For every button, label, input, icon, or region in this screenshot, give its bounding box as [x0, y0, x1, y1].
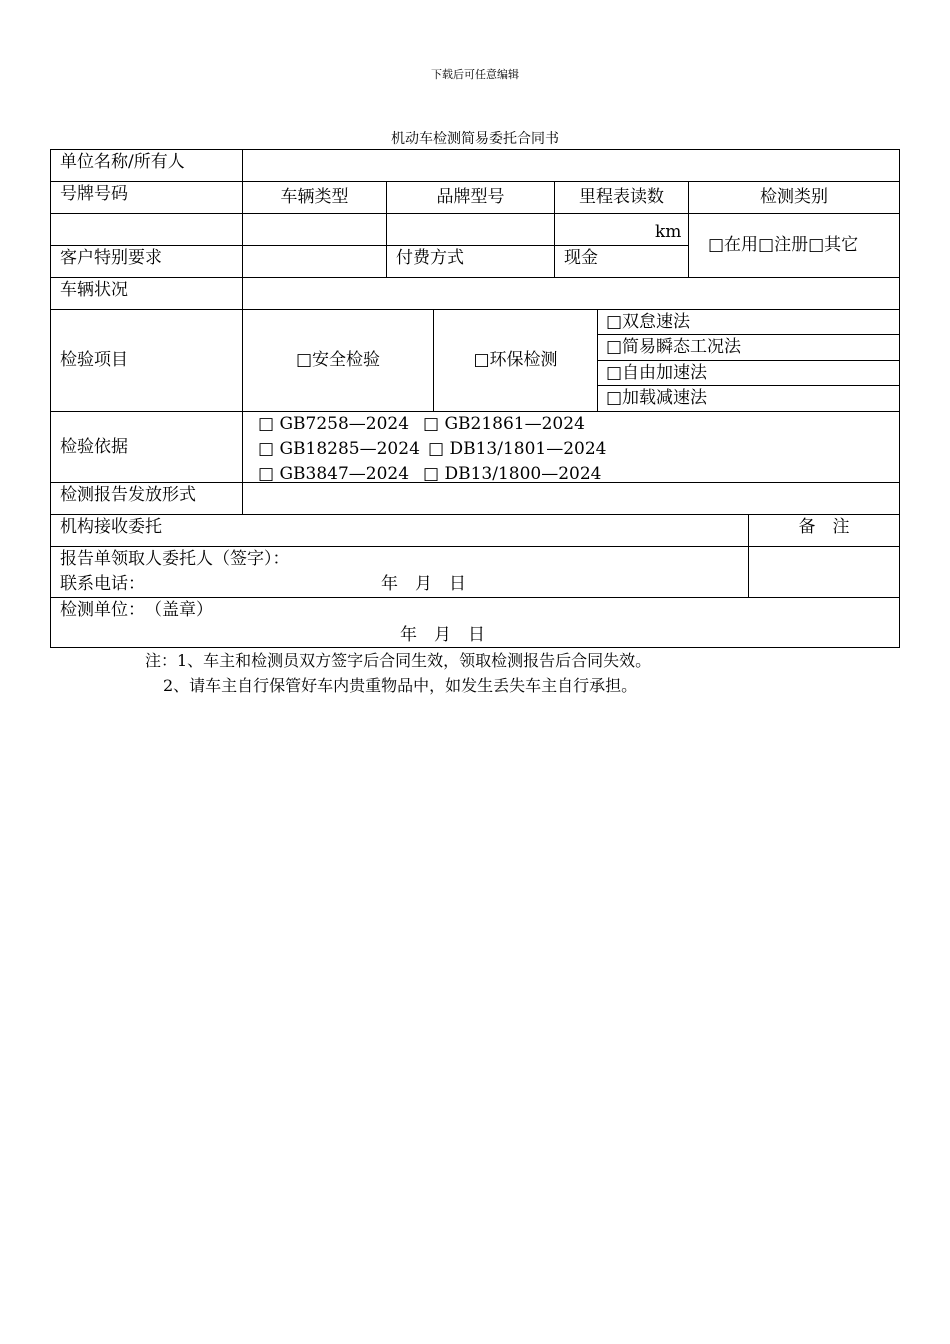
inspection-basis-label: 检验依据 [60, 437, 128, 457]
download-note: 下载后可任意编辑 [431, 68, 519, 81]
method-option[interactable]: □简易瞬态工况法 [606, 337, 742, 357]
table-rule [50, 597, 900, 598]
table-rule [50, 213, 900, 214]
plate-label: 号牌号码 [60, 184, 128, 204]
table-rule [597, 334, 900, 335]
table-rule [899, 149, 900, 648]
note-line: 2、请车主自行保管好车内贵重物品中，如发生丢失车主自行承担。 [163, 676, 638, 695]
date-field: 年 月 日 [381, 574, 466, 594]
odometer-header: 里程表读数 [579, 187, 664, 207]
vehicle-type-header: 车辆类型 [280, 187, 349, 207]
report-form-label: 检测报告发放形式 [60, 485, 196, 505]
table-rule [50, 514, 900, 515]
table-rule [50, 149, 51, 648]
table-rule [50, 181, 900, 182]
table-rule [597, 360, 900, 361]
table-rule [50, 546, 900, 547]
standard-option[interactable]: □ DB13/1801—2024 [428, 439, 607, 459]
method-option[interactable]: □双怠速法 [606, 312, 691, 332]
table-rule [50, 245, 689, 246]
brand-model-header: 品牌型号 [436, 187, 505, 207]
standard-option[interactable]: □ GB3847—2024 [258, 464, 410, 484]
safety-check-option[interactable]: □安全检验 [295, 350, 381, 370]
table-rule [597, 385, 900, 386]
date-field: 年 月 日 [400, 625, 485, 645]
table-rule [597, 309, 598, 412]
standard-option[interactable]: □ GB21861—2024 [423, 414, 585, 434]
table-rule [50, 309, 900, 310]
payment-method-label: 付费方式 [396, 248, 464, 268]
method-option[interactable]: □自由加速法 [606, 363, 708, 383]
unit-owner-label: 单位名称/所有人 [60, 152, 185, 172]
table-rule [50, 647, 900, 648]
standard-option[interactable]: □ DB13/1800—2024 [423, 464, 602, 484]
agency-accept-label: 机构接收委托 [60, 517, 162, 537]
receiver-signature-label: 报告单领取人委托人（签字）： [60, 549, 290, 569]
table-rule [50, 277, 900, 278]
standard-option[interactable]: □ GB18285—2024 [258, 439, 420, 459]
note-line: 注：1、车主和检测员双方签字后合同生效，领取检测报告后合同失效。 [145, 651, 652, 670]
env-check-option[interactable]: □环保检测 [473, 350, 558, 370]
remarks-label: 备 注 [798, 517, 850, 537]
km-unit: km [655, 222, 682, 242]
table-rule [50, 411, 900, 412]
contact-phone-label: 联系电话： [60, 574, 145, 594]
table-rule [50, 149, 900, 150]
special-requirements-label: 客户特别要求 [60, 248, 162, 268]
method-option[interactable]: □加载减速法 [606, 388, 708, 408]
inspection-items-label: 检验项目 [60, 350, 128, 370]
test-unit-seal-label: 检测单位： （盖章） [60, 600, 213, 620]
contract-title: 机动车检测简易委托合同书 [391, 131, 559, 147]
standard-option[interactable]: □ GB7258—2024 [258, 414, 410, 434]
test-category-header: 检测类别 [760, 187, 828, 207]
category-options[interactable]: □在用□注册□其它 [708, 235, 859, 255]
payment-method-value: 现金 [564, 248, 598, 268]
vehicle-condition-label: 车辆状况 [60, 280, 128, 300]
